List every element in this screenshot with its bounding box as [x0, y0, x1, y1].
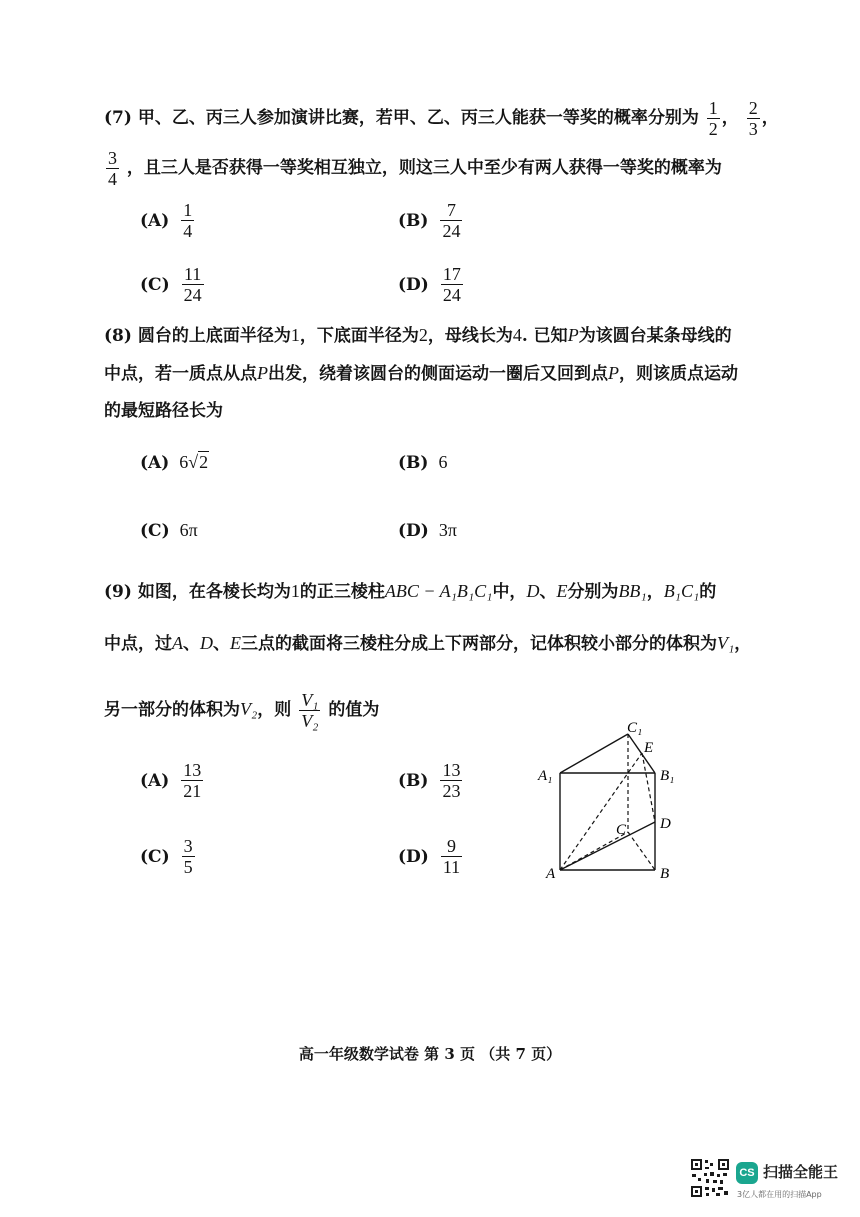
q9-line-3: 另一部分的体积为V₂，则 $\frac{\text{V₁}}{\text{V₂}}$ 的值为 [104, 690, 380, 731]
label-c: C [616, 822, 627, 838]
q9-option-b: (B) $\frac{13}{23}$ [398, 760, 461, 801]
edge-a-e [560, 753, 642, 870]
scanner-app-name: 扫描全能王 [763, 1163, 839, 1181]
qr-code-icon [690, 1158, 730, 1198]
q7-option-b: (B) $\frac{7}{24}$ [398, 200, 461, 241]
label-a: A [546, 866, 556, 882]
scanner-app-badge: CS [736, 1162, 758, 1184]
scanner-app-slogan: 3亿人都在用的扫描App [737, 1190, 822, 1199]
q9-option-a: (A) $\frac{13}{21}$ [140, 760, 202, 801]
q9-option-d: (D) $\frac{9}{11}$ [398, 836, 461, 877]
q9-option-c: (C) $\frac{3}{5}$ [140, 836, 193, 877]
q9-line-2: 中点，过A、D、E三点的截面将三棱柱分成上下两部分，记体积较小部分的体积为V₁， [104, 633, 752, 654]
q7-prob-3: $\frac{3}{4}$ [108, 148, 117, 189]
label-c1: C₁ [627, 722, 643, 736]
label-b: B [660, 866, 670, 882]
q7-line-2 [104, 148, 722, 189]
q7-option-a: (A) $\frac{1}{4}$ [140, 200, 193, 241]
q7-number: (7) [104, 108, 132, 128]
q8-line-1: (8) 圆台的上底面半径为1，下底面半径为2，母线长为4. 已知P为该圆台某条母线的 [104, 325, 732, 346]
q9-line-1: (9) 如图，在各棱长均为1的正三棱柱ABC − A₁B₁C₁中，D、E分别为BB₁，B₁C₁的 [104, 581, 717, 602]
q7-option-d: (D) $\frac{17}{24}$ [398, 264, 461, 305]
edge-a1-c1 [560, 734, 628, 773]
q9-ratio: $\frac{\text{V₁}}{\text{V₂}}$ [301, 690, 319, 731]
q7-text-2: ，且三人是否获得一等奖相互独立，则这三人中至少有两人获得一等奖的概率为 [126, 158, 722, 178]
q7-option-c: (C) $\frac{11}{24}$ [140, 264, 202, 305]
edge-a-d [560, 822, 655, 870]
q7-text-1: 甲、乙、丙三人参加演讲比赛，若甲、乙、丙三人能获一等奖的概率分别为 [137, 108, 699, 128]
prism-figure [530, 722, 710, 892]
q8-option-d: (D) 3π [398, 520, 457, 541]
page-footer: 高一年级数学试卷 第 3 页 （共 7 页） [298, 1045, 562, 1063]
q8-line-2: 中点，若一质点从点P出发，绕着该圆台的侧面运动一圈后又回到点P，则该质点运动 [104, 363, 738, 384]
label-e: E [644, 740, 654, 756]
q7-prob-1: $\frac{1}{2}$ [708, 98, 718, 139]
q8-option-c: (C) 6π [140, 520, 198, 541]
q8-line-3: 的最短路径长为 [104, 401, 223, 421]
q8-option-a: (A) 6 √ 2 [140, 452, 209, 473]
edge-c-b [628, 832, 655, 870]
q8-option-b: (B) 6 [398, 452, 448, 473]
q7-prob-2: $\frac{2}{3}$ [748, 98, 758, 139]
label-a1: A₁ [538, 768, 553, 784]
q7-line-1: (7) 甲、乙、丙三人参加演讲比赛，若甲、乙、丙三人能获一等奖的概率分别为 $\frac{1}{2}$ ， $\frac{2}{3}$ ， [104, 98, 779, 139]
label-d: D [660, 816, 671, 832]
label-b1: B₁ [660, 768, 675, 784]
